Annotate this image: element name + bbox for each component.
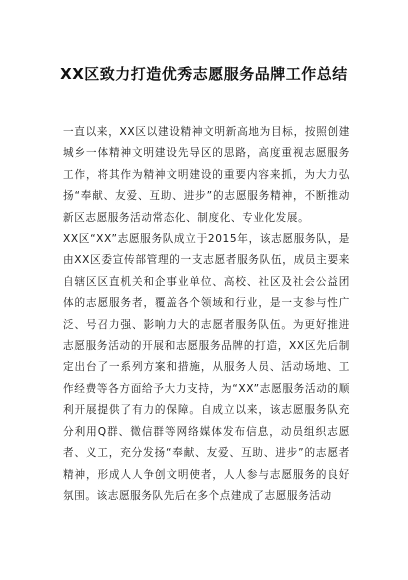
paragraph-2: XX区“XX”志愿服务队成立于2015年，该志愿服务队，是由XX区委宣传部管理的一支志愿者服务队伍，成员主要来自辖区区直机关和企事业单位、高校、社区及社会公益团体的志愿服务者，覆盖各个领域和行业，是一支参与性广泛、号召力强、影响力大的志愿者服务队伍。为更好推进志愿服务活动的开展和志愿服务品牌的打造，XX区先后制定出台了一系列方案和措施，从服务人员、活动场地、工作经费等各方面给予大力支持，为“XX”志愿服务活动的顺利开展提供了有力的保障。自成立以来，该志愿服务队充分利用Q群、微信群等网络媒体发布信息，动员组织志愿者、义工，充分发扬“奉献、友爱、互助、进步”的志愿者精神，形成人人争创文明使者，人人参与志愿服务的良好氛围。该志愿服务队先后在多个点建成了志愿服务活动 [63, 233, 350, 502]
paragraph-1: 一直以来，XX区以建设精神文明新高地为目标，按照创建城乡一体精神文明建设先导区的思路，高度重视志愿服务工作，将其作为精神文明建设的重要内容来抓，为大力弘扬“奉献、友爱、互助、进步”的志愿服务精神，不断推动新区志愿服务活动常态化、制度化、专业化发展。 [63, 126, 350, 224]
document-body [63, 122, 350, 507]
document-title: XX区致力打造优秀志愿服务品牌工作总结 [60, 65, 348, 83]
